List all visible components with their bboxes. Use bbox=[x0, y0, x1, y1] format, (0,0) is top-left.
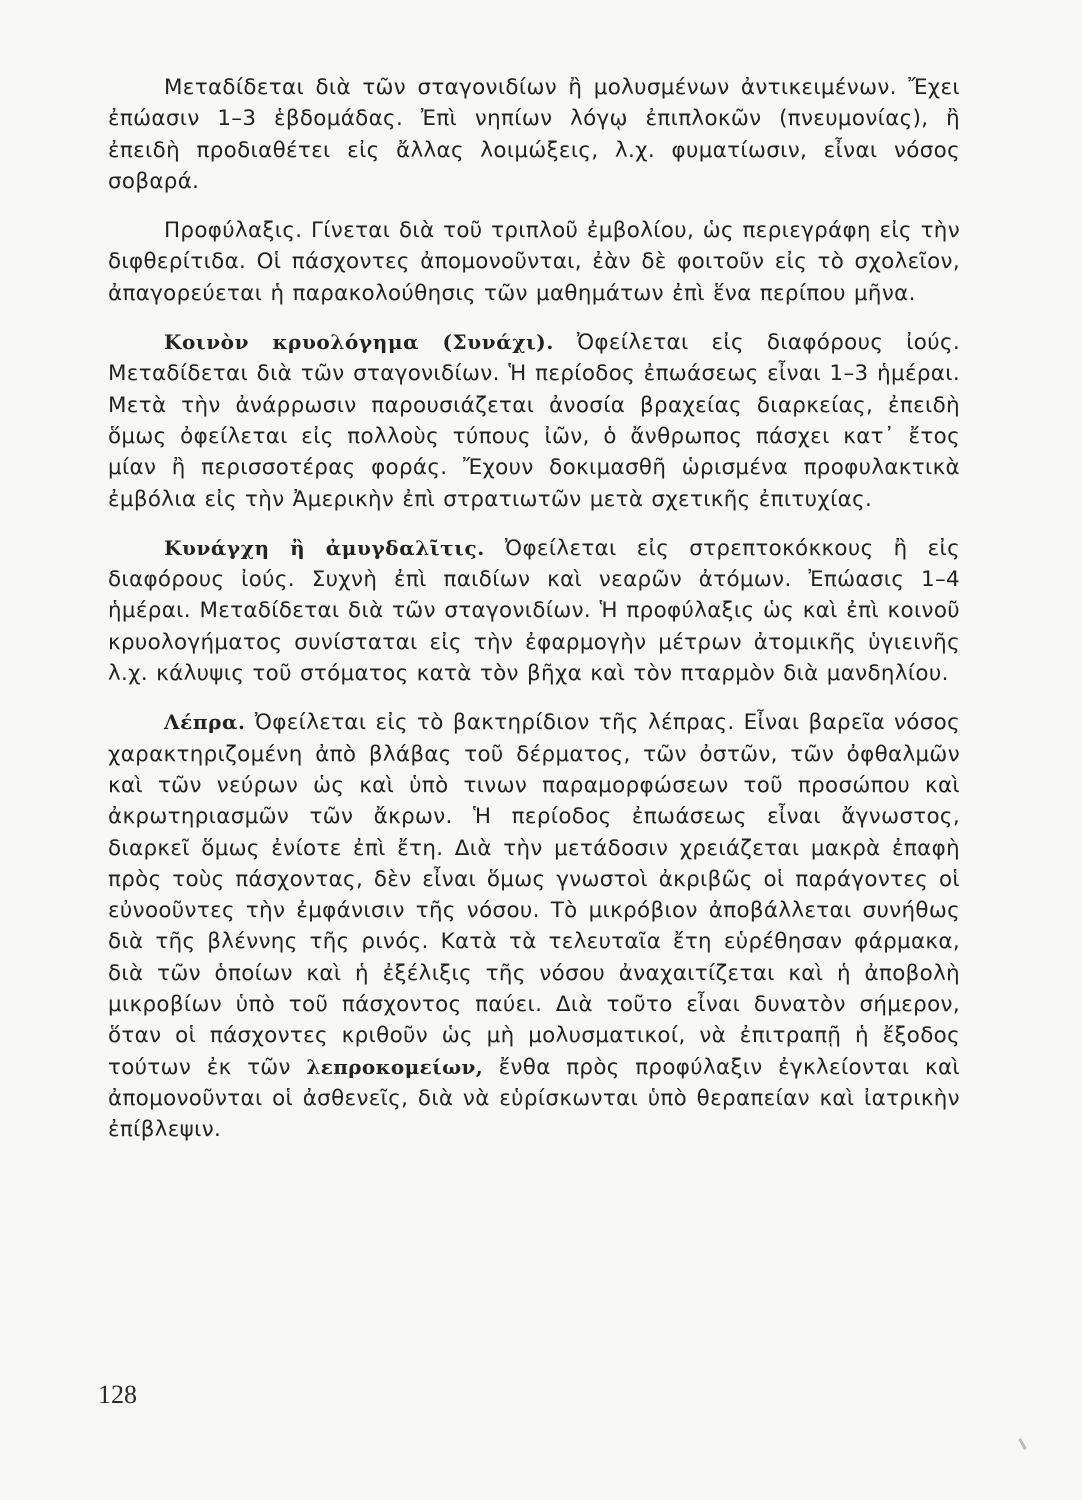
paragraph-text: Μεταδίδεται διὰ τῶν σταγονιδίων ἢ μολυσμένων ἀντικειμένων. Ἔχει ἐπώασιν 1–3 ἑβδομάδας. Ἐπὶ νηπίων λόγῳ ἐπιπλοκῶν (πνευμονίας), ἢ ἐπειδὴ προδιαθέτει εἰς ἄλλας λοιμώξεις, λ.χ. φυματίωσιν, εἶναι νόσος σοβαρά. bbox=[108, 75, 960, 194]
paragraph-prophylaxis bbox=[108, 215, 960, 309]
paragraph-tail: ἔνθα πρὸς προφύλαξιν ἐγκλείονται καὶ ἀπομονοῦνται οἱ ἀσθενεῖς, διὰ νὰ εὑρίσκωνται ὑπὸ θεραπείαν καὶ ἰατρικὴν ἐπίβλεψιν. bbox=[108, 1054, 961, 1143]
paragraph-common-cold bbox=[108, 327, 960, 515]
paragraph-text: Προφύλαξις. Γίνεται διὰ τοῦ τριπλοῦ ἐμβολίου, ὡς περιεγράφη εἰς τὴν διφθερίτιδα. Οἱ πάσχοντες ἀπομονοῦνται, ἐὰν δὲ φοιτοῦν εἰς τὸ σχολεῖον, ἀπαγορεύεται ἡ παρακολούθησις τῶν μαθημάτων ἐπὶ ἕνα περίπου μῆνα. bbox=[108, 218, 960, 306]
section-heading: Λέπρα. bbox=[164, 710, 246, 735]
body-text bbox=[108, 72, 960, 1164]
paragraph-leprosy bbox=[108, 707, 960, 1145]
paragraph-text: Ὀφείλεται εἰς διαφόρους ἰούς. Μεταδίδεται διὰ τῶν σταγονιδίων. Ἡ περίοδος ἐπωάσεως εἶναι 1–3 ἡμέραι. Μετὰ τὴν ἀνάρρωσιν παρουσιάζεται ἀνοσία βραχείας διαρκείας, ἐπειδὴ ὅμως ὀφείλεται εἰς πολλοὺς τύπους ἰῶν, ὁ ἄνθρωπος πάσχει κατ᾽ ἔτος μίαν ἢ περισσοτέρας φοράς. Ἔχουν δοκιμασθῆ ὡρισμένα προφυλακτικὰ ἐμβόλια εἰς τὴν Ἀμερικὴν ἐπὶ στρατιωτῶν μετὰ σχετικῆς ἐπιτυχίας. bbox=[108, 330, 961, 512]
paragraph-tonsillitis bbox=[108, 533, 960, 689]
section-heading: Κοινὸν κρυολόγημα (Συνάχι). bbox=[164, 330, 554, 355]
page-number: 128 bbox=[98, 1380, 137, 1409]
scan-speck bbox=[1018, 1438, 1027, 1450]
paragraph-text: Ὀφείλεται εἰς τὸ βακτηρίδιον τῆς λέπρας. Εἶναι βαρεῖα νόσος χαρακτηριζομένη ἀπὸ βλάβας τοῦ δέρματος, τῶν ὀστῶν, τῶν ὀφθαλμῶν καὶ τῶν νεύρων ὡς καὶ ὑπὸ τινων παραμορφώσεων τοῦ προσώπου καὶ ἀκρωτηριασμῶν τῶν ἄκρων. Ἡ περίοδος ἐπωάσεως εἶναι ἄγνωστος, διαρκεῖ ὅμως ἐνίοτε ἐπὶ ἔτη. Διὰ τὴν μετάδοσιν χρειάζεται μακρὰ ἐπαφὴ πρὸς τοὺς πάσχοντας, δὲν εἶναι ὅμως γνωστοὶ ἀκριβῶς οἱ παράγοντες οἱ εὐνοοῦντες τὴν ἐμφάνισιν τῆς νόσου. Τὸ μικρόβιον ἀποβάλλεται συνήθως διὰ τῆς βλέννης τῆς ρινός. Κατὰ τὰ τελευταῖα ἔτη εὑρέθησαν φάρμακα, διὰ τῶν ὁποίων καὶ ἡ ἐξέλιξις τῆς νόσου ἀναχαιτίζεται καὶ ἡ ἀποβολὴ μικροβίων ὑπὸ τοῦ πάσχοντος παύει. Διὰ τοῦτο εἶναι δυνατὸν σήμερον, ὅταν οἱ πάσχοντες κριθοῦν ὡς μὴ μολυσματικοί, νὰ ἐπιτραπῇ ἡ ἔξοδος τούτων ἐκ τῶν bbox=[108, 710, 960, 1080]
paragraph-transmission bbox=[108, 72, 960, 197]
bold-term: λεπροκομείων, bbox=[306, 1054, 484, 1079]
section-heading: Κυνάγχη ἢ ἀμυγδαλῖτις. bbox=[164, 535, 485, 560]
paragraph-text: Ὀφείλεται εἰς στρεπτοκόκκους ἢ εἰς διαφόρους ἰούς. Συχνὴ ἐπὶ παιδίων καὶ νεαρῶν ἀτόμων. Ἐπώασις 1–4 ἡμέραι. Μεταδίδεται διὰ τῶν σταγονιδίων. Ἡ προφύλαξις ὡς καὶ ἐπὶ κοινοῦ κρυολογήματος συνίσταται εἰς τὴν ἐφαρμογὴν μέτρων ἀτομικῆς ὑγιεινῆς λ.χ. κάλυψις τοῦ στόματος κατὰ τὸν βῆχα καὶ τὸν πταρμὸν διὰ μανδηλίου. bbox=[108, 535, 960, 687]
